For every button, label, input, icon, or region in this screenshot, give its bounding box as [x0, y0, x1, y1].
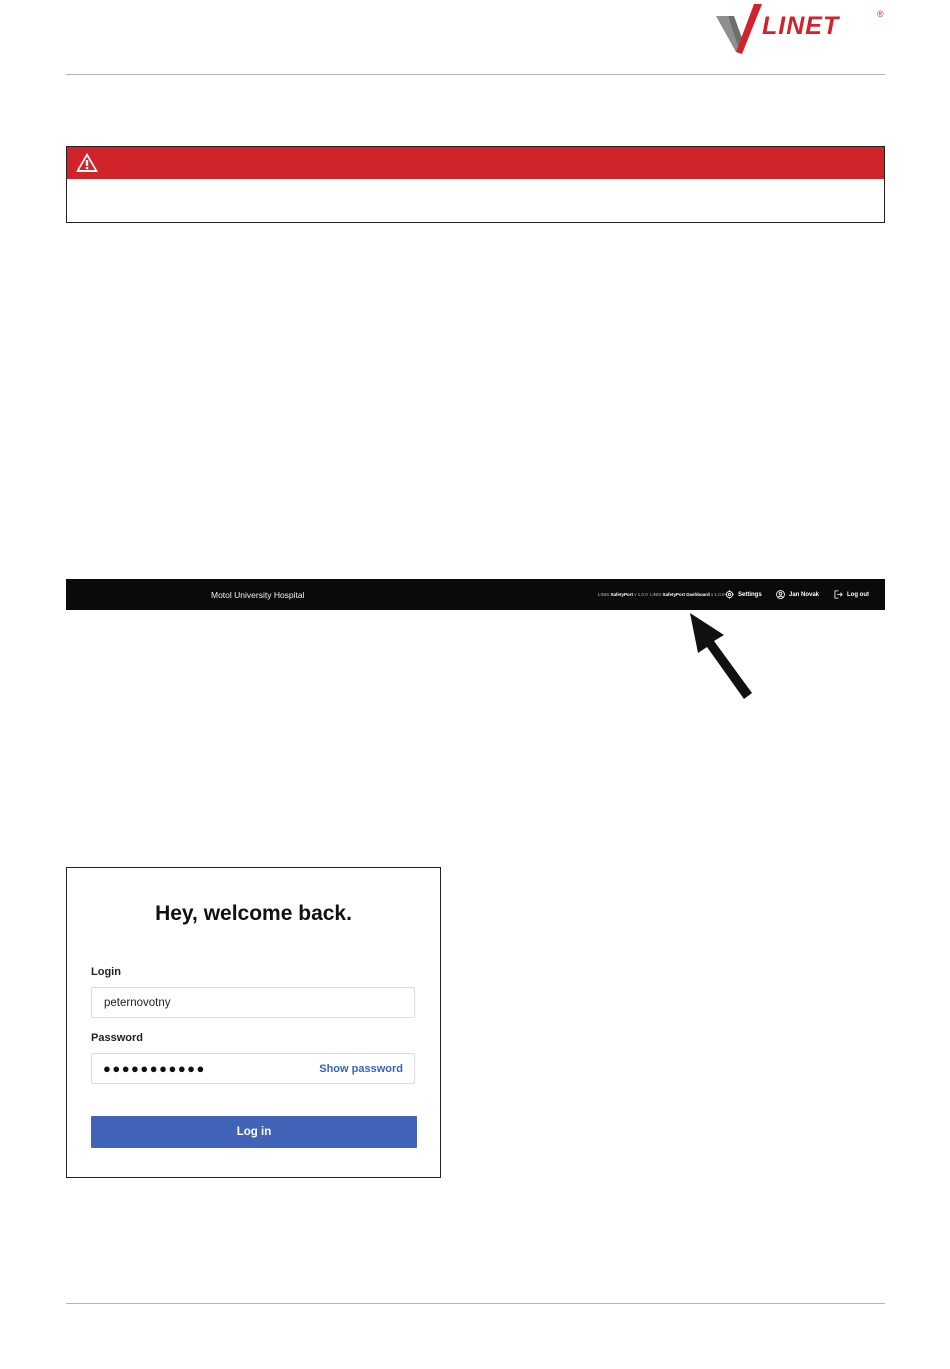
- hospital-name: Motol University Hospital: [211, 590, 305, 600]
- logout-icon: [834, 590, 843, 599]
- arrow-pointer-icon: [686, 611, 758, 701]
- settings-link[interactable]: [725, 590, 762, 599]
- login-title: Hey, welcome back.: [155, 902, 352, 925]
- warning-box: [66, 146, 885, 223]
- password-label: Password: [91, 1032, 143, 1044]
- login-input[interactable]: [91, 987, 415, 1018]
- show-password-button[interactable]: Show password: [319, 1063, 403, 1075]
- login-value: peternovotny: [104, 997, 171, 1009]
- user-menu[interactable]: [776, 590, 819, 599]
- user-icon: [776, 590, 785, 599]
- version-info-safetyport: LINIS SafetyPort v 1.0.0: [598, 592, 648, 597]
- logout-label: Log out: [847, 591, 869, 598]
- linet-logo: [714, 0, 886, 56]
- warning-header-bar: [67, 147, 884, 179]
- footer-divider: [66, 1303, 885, 1304]
- warning-triangle-icon: [75, 151, 99, 173]
- login-label: Login: [91, 966, 121, 978]
- settings-label: Settings: [738, 591, 762, 598]
- app-top-bar: [66, 579, 885, 610]
- logout-link[interactable]: [834, 590, 869, 599]
- registered-mark: ®: [877, 9, 884, 19]
- password-mask: ●●●●●●●●●●●: [103, 1061, 206, 1076]
- user-name: Jan Novak: [789, 591, 820, 598]
- password-input[interactable]: [91, 1053, 415, 1084]
- login-card: [66, 867, 441, 1178]
- logo-wordmark: LINET: [762, 12, 840, 40]
- login-button[interactable]: Log in: [91, 1116, 417, 1148]
- gear-icon: [725, 590, 734, 599]
- version-info-dashboard: LINIS SafetyPort Dashboard v 1.0.0: [650, 592, 725, 597]
- linet-logo-mark-icon: [714, 2, 764, 54]
- header-divider: [66, 74, 885, 75]
